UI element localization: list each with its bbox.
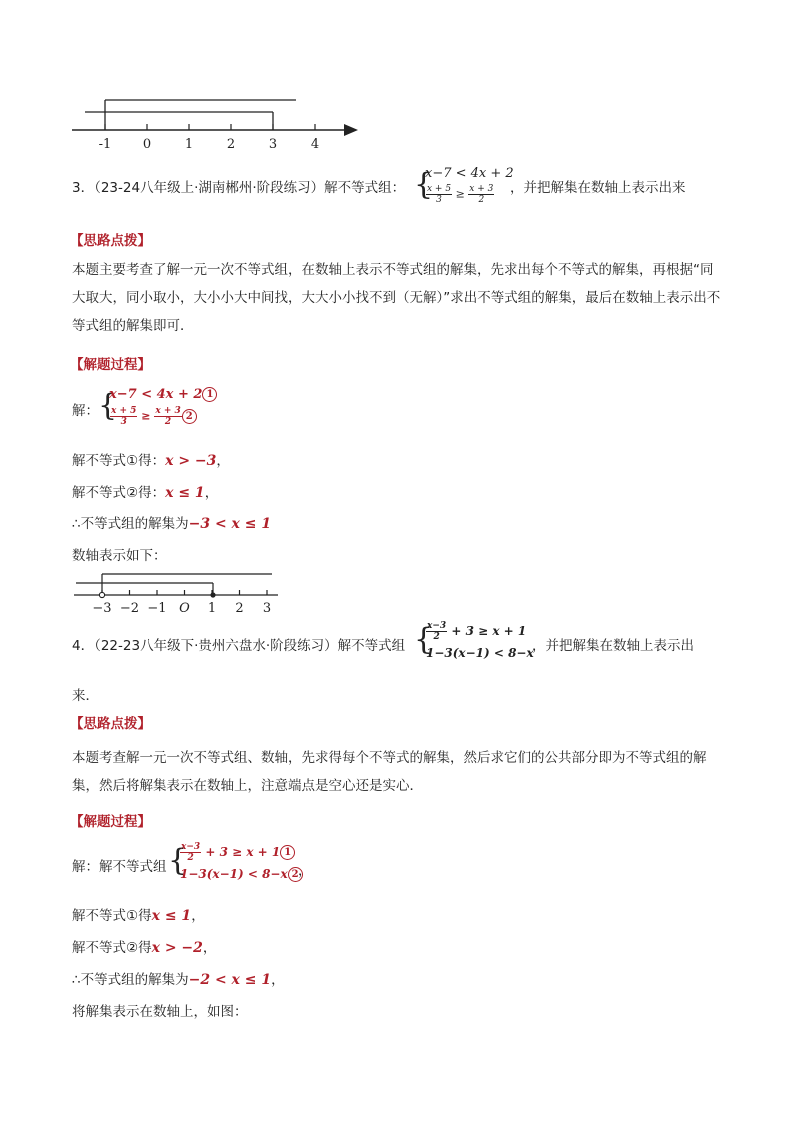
circle-mark-2: 2 xyxy=(182,409,197,424)
tick-label: 3 xyxy=(262,601,272,616)
circle-mark-1: 1 xyxy=(202,387,217,402)
tick-label: 1 xyxy=(207,601,217,616)
q3-hint-title: 【思路点拨】 xyxy=(70,233,151,249)
number-line-q3 xyxy=(66,570,296,618)
q3-proc-title: 【解题过程】 xyxy=(70,357,151,373)
q4-hint-title: 【思路点拨】 xyxy=(70,716,151,732)
circle-mark-2: 2 xyxy=(288,867,303,882)
q4-sol-ineq1: $\frac{x-3}{2}$ + 3 ≥ x + 1 1 xyxy=(180,842,295,863)
q3-conclusion: ∴不等式组的解集为−3 < x ≤ 1 xyxy=(72,516,272,532)
q3-hint-text: 本题主要考查了解一元一次不等式组，在数轴上表示不等式组的解集，先求出每个不等式的解集，再根据“同大取大，同小取小，大小小大中间找，大大小小找不到（无解）”求出不等式组的解集，最后在数轴上表示出不等式组的解集即可． xyxy=(72,262,721,334)
number-line-top xyxy=(60,92,370,154)
tick-label: -1 xyxy=(98,137,112,152)
tick-label: 0 xyxy=(142,137,152,152)
q4-ineq2: 1−3(x−1) < 8−x xyxy=(426,646,534,660)
q4-sol-system: { $\frac{x-3}{2}$ + 3 ≥ x + 1 1 1−3(x−1) < 8−x 2 xyxy=(170,842,310,886)
tick-label: −3 xyxy=(92,601,112,616)
tick-label: 4 xyxy=(310,137,320,152)
q3-brace: { xyxy=(414,167,434,202)
q3-numline-label: 数轴表示如下： xyxy=(72,548,167,564)
q3-sol-ineq2: $\frac{x + 5}{3}$ ≥ $\frac{x + 3}{2}$ 2 xyxy=(110,406,197,427)
q3-sol-system: { x−7 < 4x + 2 1 $\frac{x + 5}{3}$ ≥ $\frac{x + 3}{2}$ 2 xyxy=(100,387,220,431)
q4-system: { $\frac{x-3}{2}$ + 3 ≥ x + 1 1−3(x−1) < 8−x xyxy=(414,621,534,660)
q4-final: 将解集表示在数轴上，如图： xyxy=(72,1004,248,1020)
tick-label: 2 xyxy=(235,601,244,616)
q3-step1: 解不等式①得：x > −3， xyxy=(72,453,230,469)
tick-label: 3 xyxy=(268,137,278,152)
q3-header: 3．（23-24八年级上·湖南郴州·阶段练习）解不等式组： xyxy=(72,180,406,196)
q4-sol-prefix: 解：解不等式组 xyxy=(72,859,167,875)
tick-label: −2 xyxy=(119,601,140,616)
closed-endpoint xyxy=(210,592,215,597)
q4-conclusion: ∴不等式组的解集为−2 < x ≤ 1， xyxy=(72,972,285,988)
q4-step1: 解不等式①得x ≤ 1， xyxy=(72,908,205,924)
tick-label: 2 xyxy=(226,137,236,152)
q4-proc-title: 【解题过程】 xyxy=(70,814,151,830)
q3-sol-prefix: 解： xyxy=(72,403,99,419)
tick-label: −1 xyxy=(147,601,167,616)
circle-mark-1: 1 xyxy=(280,845,295,860)
q4-hint-text: 本题考查解一元一次不等式组、数轴，先求得每个不等式的解集，然后求它们的公共部分即为不等式组的解集，然后将解集表示在数轴上，注意端点是空心还是实心． xyxy=(72,750,707,794)
q4-header: 4．（22-23八年级下·贵州六盘水·阶段练习）解不等式组 xyxy=(72,638,406,654)
q4-tail: ，并把解集在数轴上表示出 xyxy=(532,638,694,654)
q4-step2: 解不等式②得x > −2， xyxy=(72,940,217,956)
q4-sol-tail: ， xyxy=(298,863,312,879)
tick-label: O xyxy=(179,601,190,616)
q3-sol-ineq1: x−7 < 4x + 2 1 xyxy=(109,385,217,405)
q3-ineq2: $\frac{x + 5}{3}$ ≥ $\frac{x + 3}{2}$ xyxy=(427,184,494,205)
q4-tail2: 来． xyxy=(72,688,99,704)
q3-tail: ，并把解集在数轴上表示出来 xyxy=(510,180,686,196)
q4-sol-ineq2: 1−3(x−1) < 8−x 2 xyxy=(180,867,303,882)
q3-ineq1: x−7 < 4x + 2 xyxy=(425,166,514,181)
q3-step2: 解不等式②得：x ≤ 1， xyxy=(72,485,219,501)
tick-label: 1 xyxy=(184,137,194,152)
q4-ineq1: $\frac{x-3}{2}$ + 3 ≥ x + 1 xyxy=(427,621,527,642)
open-endpoint xyxy=(99,592,104,597)
